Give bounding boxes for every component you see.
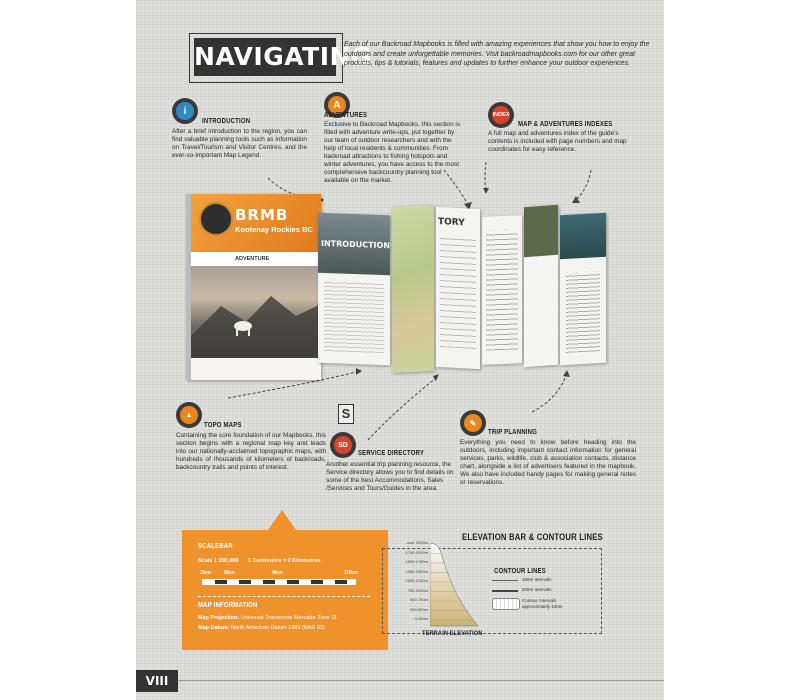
page-number: VIII — [136, 670, 178, 692]
indexes-text: A full map and adventures index of the guide's contents is included with page numbers and map coordinates for easy reference. — [488, 130, 627, 153]
terrain-elevation-graphic — [430, 540, 480, 628]
service-text: Another essential trip planning resource, the Service directory allows you to find details on some of the best Accommodations, Sales /Services and Tours/Guides in the area. — [326, 461, 454, 492]
band-label: 1500-1750m — [405, 559, 428, 564]
scale-bar — [202, 579, 356, 585]
contour-500m-label: 500m Intervals — [522, 587, 552, 592]
band-label: over 2000m — [406, 540, 428, 545]
info-icon: i — [172, 98, 198, 124]
adventures-icon: A — [324, 92, 350, 118]
band-label: 1000-1250m — [405, 578, 428, 583]
projection-value: Universal Transverse Mercator Zone 11 — [240, 615, 337, 621]
scalebar-title: SCALEBAR — [198, 543, 233, 550]
introduction-text: After a brief introduction to the region, you can find valuable planning tools such as information on Travel/Tourism and Visitor Centres, and the ever-so-important Map Legend. — [172, 128, 307, 159]
cover-footer-bar — [191, 358, 321, 380]
band-label: 500-750m — [409, 597, 428, 602]
contour-sample-icon — [492, 598, 520, 610]
cover-badge-icon — [199, 202, 233, 236]
indexes-title: MAP & ADVENTURES INDEXES — [518, 121, 613, 128]
introduction-title: INTRODUCTION — [202, 118, 251, 125]
cover-edition: ADVENTURE — [235, 256, 270, 262]
datum-row — [198, 625, 325, 631]
index-icon: INDEX — [488, 102, 514, 128]
topo-icon: ▲ — [176, 402, 202, 428]
intro-paragraph: Each of our Backroad Mapbooks is filled with amazing experiences that show you how to enjoy the outdoors and create unforgettable memories. Visit backroadmapbooks.com for our other great products, tips & tutorials, features and updates to further enhance your outdoor experiences. — [344, 41, 650, 67]
datum-value: North American Datum 1983 (NAD 83) — [231, 625, 325, 631]
page-title: NAVIGATING — [194, 38, 336, 76]
terrain-elevation-label: TERRAIN ELEVATION — [422, 630, 483, 637]
trip-title: TRIP PLANNING — [488, 429, 537, 436]
band-label: 250-500m — [409, 606, 428, 612]
brand-logo: BRMB — [235, 206, 289, 224]
footer-rule — [178, 680, 664, 681]
adventures-text: Exclusive to Backroad Mapbooks, this section is filled with adventure write-ups, put together by our team of outdoor researchers and with the help of local residents & communities. From backroad attractions to fishing hotspots and winter adventures, you have access to the most comprehensive backcountry planning tool available on the market. — [324, 121, 461, 184]
scale-ratio: 1 Centimetre = 2 Kilometres — [248, 558, 321, 564]
service-title: SERVICE DIRECTORY — [358, 450, 425, 457]
scale-mark-0km: 0km — [224, 570, 236, 576]
elevation-title: ELEVATION BAR & CONTOUR LINES — [462, 532, 603, 542]
cover-photo — [191, 266, 321, 358]
mapbook-page — [136, 0, 664, 700]
elevation-band-labels — [388, 540, 428, 626]
index-page-1 — [524, 205, 558, 367]
trip-text: Everything you need to know before heading into the outdoors, including important contact information for general services, parks, wildlife, club & association contacts, distance chart, alongside a list of advertisers featured in the mapbook. We also have included handy pages for making general notes or reservations. — [460, 439, 636, 486]
band-label: 0-250m — [414, 616, 428, 621]
contour-interval-label: Contour Intervals approximately 100m — [522, 598, 563, 609]
directory-page-heading: TORY — [438, 216, 465, 229]
band-label: 1250-1500m — [405, 568, 428, 574]
band-label: 750-1000m — [407, 587, 428, 593]
scale-text: Scale 1:200,000 — [198, 558, 239, 564]
mapbook-cover — [186, 194, 321, 380]
scale-mark-4km: 4km — [272, 570, 284, 576]
topo-map-page — [392, 205, 434, 373]
band-label: 1750-2000m — [405, 549, 428, 555]
contour-title: CONTOUR LINES — [494, 568, 546, 575]
projection-label: Map Projection: — [198, 615, 240, 621]
topo-text: Containing the core foundation of our Mapbooks, this section begins with a regional map key and leads into our nationally-acclaimed topographic maps, with hundreds of thousands of kilometers of backroads, backcountry trails and points of interest. — [176, 432, 326, 471]
service-directory-icon: SD — [330, 432, 356, 458]
introduction-page-heading: INTRODUCTION — [321, 238, 391, 251]
service-directory-page — [436, 207, 480, 369]
trip-planning-page — [482, 215, 522, 364]
map-info-title: MAP INFORMATION — [198, 602, 258, 609]
service-marker: S — [338, 404, 354, 424]
index-page-2 — [560, 213, 606, 365]
panel-divider — [198, 596, 370, 597]
introduction-page — [318, 213, 390, 366]
contour-100m — [492, 580, 518, 581]
adventures-title: ADVENTURES — [324, 112, 368, 119]
trip-planning-icon: ✎ — [460, 410, 486, 436]
topo-title: TOPO MAPS — [204, 422, 242, 429]
scale-mark-2km: 2km — [200, 570, 212, 576]
cover-region: Kootenay Rockies BC — [235, 225, 313, 234]
contour-500m — [492, 590, 518, 592]
projection-row — [198, 615, 337, 621]
datum-label: Map Datum: — [198, 625, 230, 631]
scale-mark-10km: 10km — [344, 570, 359, 576]
contour-100m-label: 100m Intervals — [522, 577, 552, 582]
